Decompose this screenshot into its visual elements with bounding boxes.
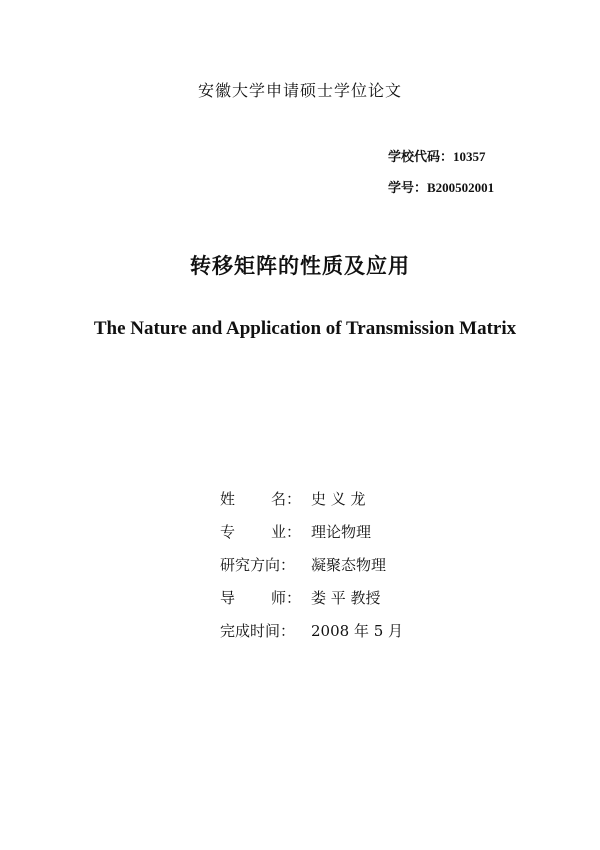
advisor-label-colon: ： bbox=[286, 589, 302, 607]
university-application-line: 安徽大学申请硕士学位论文 bbox=[197, 81, 402, 100]
advisor-label-char-1: 导 bbox=[220, 589, 236, 607]
advisor-value: 娄 平 教授 bbox=[311, 589, 381, 607]
info-row-advisor bbox=[220, 581, 403, 614]
thesis-title-chinese: 转移矩阵的性质及应用 bbox=[190, 254, 410, 278]
info-row-direction bbox=[220, 548, 403, 581]
name-label-char-2: 名 bbox=[270, 490, 286, 508]
major-label-colon: ： bbox=[286, 523, 302, 541]
advisor-label-char-2: 师 bbox=[270, 589, 286, 607]
info-row-name bbox=[220, 482, 403, 515]
school-code: 学校代码：10357 bbox=[388, 149, 486, 164]
student-id: 学号：B200502001 bbox=[388, 180, 495, 195]
major-label bbox=[220, 521, 311, 542]
info-row-date bbox=[220, 614, 403, 647]
name-label-char-1: 姓 bbox=[220, 490, 236, 508]
thesis-title-english: The Nature and Application of Transmission Matrix bbox=[93, 318, 517, 339]
research-direction-value: 凝聚态物理 bbox=[311, 556, 387, 574]
advisor-label bbox=[220, 587, 311, 608]
major-value: 理论物理 bbox=[311, 523, 372, 541]
completion-date-value: 2008 年 5 月 bbox=[311, 622, 404, 640]
major-label-char-1: 专 bbox=[220, 523, 236, 541]
research-direction-label: 研究方向： bbox=[220, 556, 296, 574]
name-label bbox=[220, 488, 311, 509]
author-name: 史 义 龙 bbox=[311, 490, 366, 508]
name-label-colon: ： bbox=[286, 490, 302, 508]
info-row-major bbox=[220, 515, 403, 548]
major-label-char-2: 业 bbox=[270, 523, 286, 541]
completion-date-label: 完成时间： bbox=[220, 622, 296, 640]
thesis-info-block bbox=[220, 482, 403, 647]
